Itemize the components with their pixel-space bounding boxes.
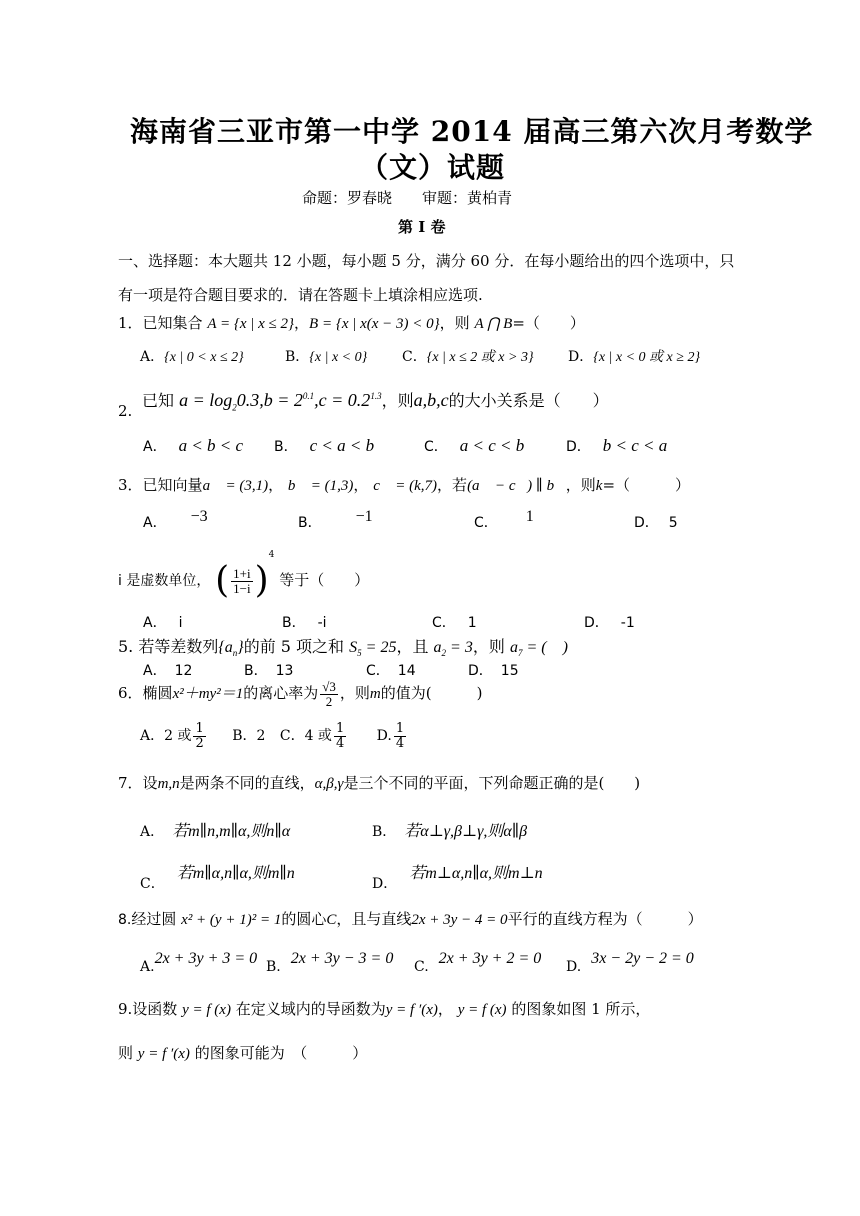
question-number: 1． <box>118 314 143 332</box>
eccentricity-fraction <box>320 680 338 708</box>
option-label: C． <box>140 876 165 892</box>
question-7 <box>118 772 640 793</box>
subscript: n <box>232 648 238 659</box>
option-value: 15 <box>500 663 519 679</box>
option-value: i <box>178 615 183 631</box>
variables: a,b,c <box>413 390 449 410</box>
question-text: 等于（ ） <box>279 571 370 589</box>
question-text: 是两条不同的直线， <box>179 774 315 792</box>
complex-fraction <box>231 567 252 595</box>
set-a: A = {x | x ≤ 2} <box>207 316 295 332</box>
intersection-expr: A ⋂ B <box>474 316 513 332</box>
question-text: 的图象可能为 （ ） <box>194 1044 368 1062</box>
option-label: D. <box>566 959 582 975</box>
exponent: 0.1 <box>302 391 315 401</box>
option-value: 2x + 3y + 2 = 0 <box>438 950 542 967</box>
q1-option-b <box>285 346 367 366</box>
option-label: D． <box>634 515 659 531</box>
subscript: 5 <box>357 648 362 659</box>
subscript: 2 <box>441 648 447 659</box>
q2-option-a <box>143 436 243 456</box>
vector-c: c⃗ = (k,7) <box>373 478 438 494</box>
option-label: C． <box>474 515 498 531</box>
question-text: 的离心率为 <box>243 684 319 703</box>
answer-blank: =（ ） <box>512 314 585 332</box>
question-text: ，若 <box>437 476 468 494</box>
log-base: 2 <box>232 402 237 413</box>
exponent: 4 <box>268 550 275 560</box>
q3-option-c <box>474 508 534 532</box>
fraction-denominator: 4 <box>395 735 405 751</box>
right-paren: ) <box>254 560 269 601</box>
question-number: 6． <box>118 684 143 703</box>
option-label: D． <box>584 615 609 631</box>
question-number: 5. <box>118 637 134 656</box>
page-title: 海南省三亚市第一中学 2014 届高三第六次月考数学 <box>130 115 814 148</box>
option-value: 若m⊥α,n∥α,则m⊥n <box>409 865 543 882</box>
separator: ， <box>437 1000 453 1018</box>
derivative-f: y = f ′(x) <box>137 1046 190 1062</box>
q2-option-c <box>424 436 524 456</box>
q1-option-a <box>140 346 244 366</box>
option-label: B. <box>266 959 281 975</box>
option-label: D． <box>568 349 594 365</box>
option-label: A. <box>140 959 155 975</box>
option-value: a < b < c <box>178 436 244 455</box>
option-label: C． <box>424 439 448 455</box>
question-number: 3． <box>118 476 143 494</box>
q7-option-c <box>140 860 295 892</box>
q7-option-b <box>372 818 527 841</box>
sum-s: S <box>349 639 358 656</box>
option-label: D． <box>372 876 398 892</box>
question-text: 的值为( ) <box>380 684 483 703</box>
q5-option-a <box>143 660 192 680</box>
q5-option-b <box>244 660 293 680</box>
volume-label: 第 Ⅰ 卷 <box>398 218 446 236</box>
vector-a: a⃗ = (3,1) <box>202 478 269 494</box>
question-text: 的大小关系是（ ） <box>448 391 609 410</box>
question-2-number: 2. <box>118 402 133 420</box>
question-text: ，则 <box>439 314 470 332</box>
q8-option-a <box>140 950 258 975</box>
section-instructions-line1: 一、选择题：本大题共 12 小题，每小题 5 分，满分 60 分．在每小题给出的四个选项中，只 <box>118 252 735 270</box>
term-a: a <box>433 639 442 656</box>
option-label: B． <box>244 663 268 679</box>
option-c-label: C．4 或 <box>279 728 332 745</box>
circle-equation: x² + (y + 1)² = 1 <box>181 912 282 928</box>
question-text: 的前 5 项之和 <box>243 637 345 656</box>
option-value: {x | 0 < x ≤ 2} <box>164 350 244 365</box>
question-text: 若等差数列 <box>138 637 219 656</box>
q6-options <box>140 722 408 750</box>
option-value: -i <box>317 615 327 631</box>
sum-value: = 25 <box>361 639 397 656</box>
question-text: 的圆心 <box>281 910 327 928</box>
var-m: m <box>369 686 381 703</box>
question-text: 是三个不同的平面，下列命题正确的是( ) <box>343 774 641 792</box>
option-value: a < c < b <box>459 436 525 455</box>
question-5 <box>118 634 568 658</box>
question-6 <box>118 680 482 708</box>
derivative-f: y = f ′(x) <box>385 1002 438 1018</box>
option-value: −3 <box>190 508 208 525</box>
option-a-label: A．2 或 <box>140 728 192 745</box>
fraction-denominator: 4 <box>335 735 345 751</box>
option-label: B． <box>298 515 322 531</box>
question-text: 则 <box>118 1044 134 1062</box>
exponent: 1.3 <box>370 391 382 401</box>
planes: α,β,γ <box>314 776 344 792</box>
fraction-numerator: 1 <box>195 721 204 736</box>
option-label: B． <box>285 349 310 365</box>
option-d-fraction <box>394 722 406 750</box>
q1-option-c <box>402 346 534 366</box>
option-value: 若m∥α,n∥α,则m∥n <box>176 865 295 882</box>
question-text: ，且 <box>396 637 429 656</box>
var-a: a = log <box>179 390 233 410</box>
term-value: = 3 <box>446 639 473 656</box>
fraction-numerator: 1 <box>395 721 405 736</box>
set-b: B = {x | x(x − 3) < 0} <box>309 316 440 332</box>
q4-option-d <box>584 612 635 632</box>
question-text: 已知向量 <box>142 476 203 494</box>
option-value: 1 <box>467 615 477 631</box>
fraction-numerator: 1+i <box>233 565 251 581</box>
var-b: b = 2 <box>263 390 303 410</box>
sequence-open: {a <box>218 639 233 656</box>
q4-option-c <box>432 612 477 632</box>
q5-option-d <box>468 660 519 680</box>
ellipse-equation: x²＋my²＝1 <box>172 686 244 703</box>
option-label: C. <box>414 959 429 975</box>
q3-option-a <box>143 508 208 532</box>
separator: ， <box>294 314 310 332</box>
question-text: 在定义域内的导函数为 <box>235 1000 386 1018</box>
q8-option-c <box>414 950 542 975</box>
option-value: -1 <box>620 615 635 631</box>
option-value: 3x − 2y − 2 = 0 <box>591 950 694 967</box>
q2-option-d <box>566 436 667 456</box>
fraction-numerator: 1 <box>335 721 345 736</box>
section-instructions-line2: 有一项是符合题目要求的．请在答题卡上填涂相应选项. <box>118 286 483 304</box>
option-label: D． <box>566 439 591 455</box>
fraction-denominator: 1−i <box>233 580 251 596</box>
authors: 命题：罗春晓 审题：黄柏青 <box>302 189 513 207</box>
option-c-fraction <box>334 722 346 750</box>
option-label: A． <box>143 663 167 679</box>
option-value: −1 <box>355 508 373 525</box>
question-text: 已知 <box>142 391 175 410</box>
q8-option-b <box>266 950 394 975</box>
option-label: A． <box>143 515 167 531</box>
function-f: y = f (x) <box>457 1002 507 1018</box>
option-value: 1 <box>525 508 534 525</box>
option-label: C． <box>432 615 456 631</box>
option-label: B． <box>372 824 397 840</box>
option-label: C． <box>366 663 390 679</box>
question-text: 椭圆 <box>142 684 173 703</box>
option-value: b < c < a <box>602 436 668 455</box>
option-value: {x | x < 0 或 x ≥ 2} <box>593 350 701 365</box>
option-value: {x | x < 0} <box>309 350 368 365</box>
question-text: 的图象如图 1 所示， <box>511 1000 651 1018</box>
q5-option-c <box>366 660 416 680</box>
option-value: 14 <box>397 663 416 679</box>
option-b: B．2 <box>232 728 266 745</box>
separator: , <box>314 390 319 410</box>
vector-b: b⃗ = (1,3) <box>287 478 354 494</box>
option-value: 2x + 3y − 3 = 0 <box>290 950 394 967</box>
q3-option-d <box>634 512 678 532</box>
option-value: c < a < b <box>309 436 375 455</box>
q7-option-a <box>140 818 290 841</box>
question-9-line1 <box>118 998 650 1019</box>
question-text: 平行的直线方程为（ ） <box>507 910 703 928</box>
question-text: i 是虚数单位， <box>118 573 211 589</box>
question-3: 3．已知向量a⃗ = (3,1)， b⃗ = (1,3)， c⃗ = (k,7)，若(a⃗ − c⃗) ∥ b⃗，则k=（ ） <box>118 476 691 494</box>
option-label: B． <box>282 615 306 631</box>
fraction-numerator: √3 <box>322 679 336 694</box>
question-text: 已知集合 <box>142 314 203 332</box>
answer-blank: = ( ) <box>522 639 568 656</box>
q4-option-a <box>143 612 182 632</box>
term-a: a <box>509 639 518 656</box>
sequence-close: } <box>237 639 244 656</box>
left-paren: ( <box>215 560 230 601</box>
option-label: B． <box>274 439 298 455</box>
option-label: C． <box>402 349 427 365</box>
fraction-denominator: 2 <box>195 735 204 751</box>
question-9-line2 <box>118 1042 367 1063</box>
var-a-value: 0.3, <box>236 390 264 410</box>
var-k: k <box>595 478 603 494</box>
option-label: A． <box>140 824 165 840</box>
option-value: 12 <box>174 663 193 679</box>
q1-option-d <box>568 346 700 366</box>
option-value: 5 <box>668 515 678 531</box>
center-c: C <box>326 912 337 928</box>
q8-option-d <box>566 950 694 975</box>
var-c: c = 0.2 <box>318 390 371 410</box>
option-a-fraction <box>193 722 205 750</box>
answer-blank: =（ ） <box>602 476 691 494</box>
question-number: 8. <box>118 912 132 928</box>
option-label: A． <box>143 439 167 455</box>
question-2 <box>142 388 609 413</box>
question-1 <box>118 312 585 333</box>
question-text: 经过圆 <box>131 910 177 928</box>
function-f: y = f (x) <box>182 1002 231 1018</box>
option-value: 2x + 3y + 3 = 0 <box>154 950 258 967</box>
q3-option-b <box>298 508 373 532</box>
question-number: 7． <box>118 774 143 792</box>
lines-mn: m,n <box>157 776 180 792</box>
q4-option-b <box>282 612 327 632</box>
question-4 <box>118 550 369 599</box>
option-label: A． <box>143 615 167 631</box>
question-text: 设 <box>142 774 158 792</box>
q7-option-d <box>372 860 543 892</box>
question-text: ，则 <box>339 684 370 703</box>
question-text: ，且与直线 <box>336 910 412 928</box>
question-text: 9.设函数 <box>118 1000 178 1018</box>
option-value: {x | x ≤ 2 或 x > 3} <box>426 350 534 365</box>
fraction-denominator: 2 <box>325 693 333 709</box>
option-label: D． <box>468 663 493 679</box>
option-label: A． <box>140 349 165 365</box>
question-text: ，则 <box>472 637 505 656</box>
question-text: ，则 <box>565 476 596 494</box>
question-8 <box>118 908 703 929</box>
option-d-label: D. <box>376 728 392 745</box>
line-equation: 2x + 3y − 4 = 0 <box>411 912 508 928</box>
parallel-condition: (a⃗ − c⃗) ∥ b⃗ <box>467 478 566 494</box>
question-text: ，则 <box>381 391 414 410</box>
option-value: 13 <box>275 663 294 679</box>
subscript: 7 <box>517 648 523 659</box>
page-subtitle: （文）试题 <box>360 151 506 184</box>
option-value: 若m∥n,m∥α,则n∥α <box>172 823 291 840</box>
q2-option-b <box>274 436 374 456</box>
option-value: 若α⊥γ,β⊥γ,则α∥β <box>404 823 528 840</box>
